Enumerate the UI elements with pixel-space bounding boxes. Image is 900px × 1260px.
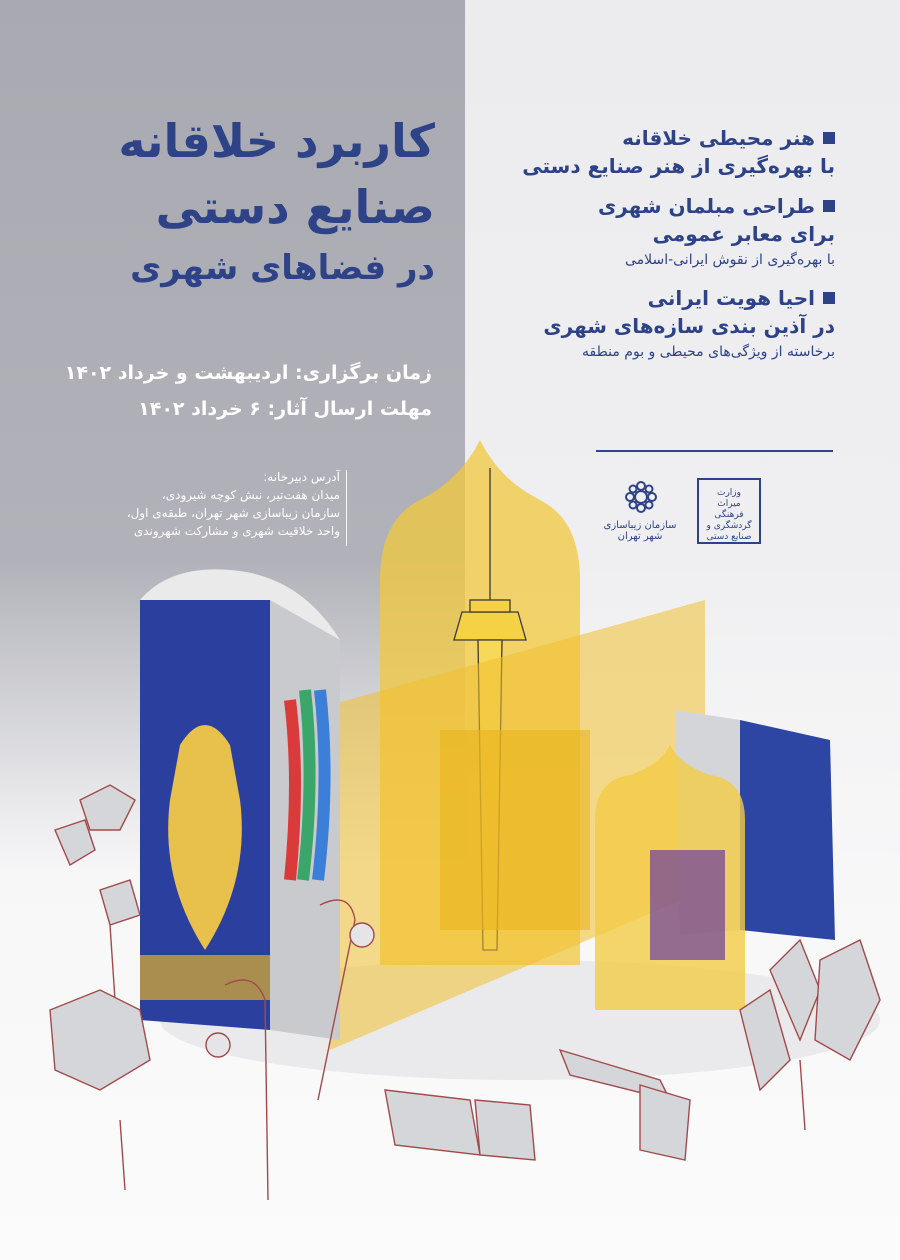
paint-strokes bbox=[290, 690, 325, 880]
title-line-2: صنایع دستی bbox=[155, 180, 435, 234]
ministry-logo-text: وزارت میراث فرهنگی گردشگری و صنایع دستی bbox=[706, 488, 752, 542]
topic-title: احیا هویت ایرانی bbox=[647, 286, 815, 310]
address-line-2: سازمان زیباسازی شهر تهران، طبقه‌ی اول، bbox=[126, 506, 340, 520]
topic-item bbox=[475, 124, 835, 180]
topic-note: برخاسته از ویژگی‌های محیطی و بوم منطقه bbox=[582, 344, 835, 360]
tree-left-bottom-icon bbox=[50, 990, 150, 1190]
bullet-square-icon bbox=[823, 132, 835, 144]
topic-title: طراحی مبلمان شهری bbox=[597, 194, 815, 218]
municipality-logo-text: سازمان زیباسازی شهر تهران bbox=[603, 520, 677, 542]
event-time: زمان برگزاری: اردیبهشت و خرداد ۱۴۰۲ bbox=[64, 362, 432, 384]
submission-deadline: مهلت ارسال آثار: ۶ خرداد ۱۴۰۲ bbox=[138, 398, 432, 420]
topic-subtitle: برای معابر عمومی bbox=[652, 222, 835, 246]
topic-item bbox=[475, 284, 835, 364]
address-line-3: واحد خلاقیت شهری و مشارکت شهروندی bbox=[133, 524, 340, 538]
tree-left-top-icon bbox=[55, 785, 140, 1000]
poster-title bbox=[15, 108, 435, 296]
tile-border-band bbox=[140, 955, 270, 1000]
topic-note: با بهره‌گیری از نقوش ایرانی-اسلامی bbox=[624, 252, 835, 268]
title-line-1: کاربرد خلاقانه bbox=[118, 114, 435, 168]
topic-subtitle: با بهره‌گیری از هنر صنایع دستی bbox=[522, 154, 835, 178]
bullet-square-icon bbox=[823, 200, 835, 212]
artwork-illustration bbox=[0, 420, 900, 1260]
address-line-1: میدان هفت‌تیر، نبش کوچه شیرودی، bbox=[161, 488, 340, 502]
lattice-pattern bbox=[440, 730, 590, 930]
schedule-block bbox=[12, 355, 432, 427]
bench-icon bbox=[385, 1090, 535, 1160]
topic-subtitle: در آذین بندی سازه‌های شهری bbox=[543, 314, 835, 338]
bullet-square-icon bbox=[823, 292, 835, 304]
topics-list bbox=[475, 124, 835, 376]
address-heading: آدرس دبیرخانه: bbox=[263, 470, 340, 484]
azadi-tower-icon bbox=[650, 850, 725, 960]
topic-item bbox=[475, 192, 835, 272]
topic-title: هنر محیطی خلاقانه bbox=[622, 126, 815, 150]
tile-block-right bbox=[740, 720, 835, 940]
title-line-3: در فضاهای شهری bbox=[130, 248, 435, 288]
